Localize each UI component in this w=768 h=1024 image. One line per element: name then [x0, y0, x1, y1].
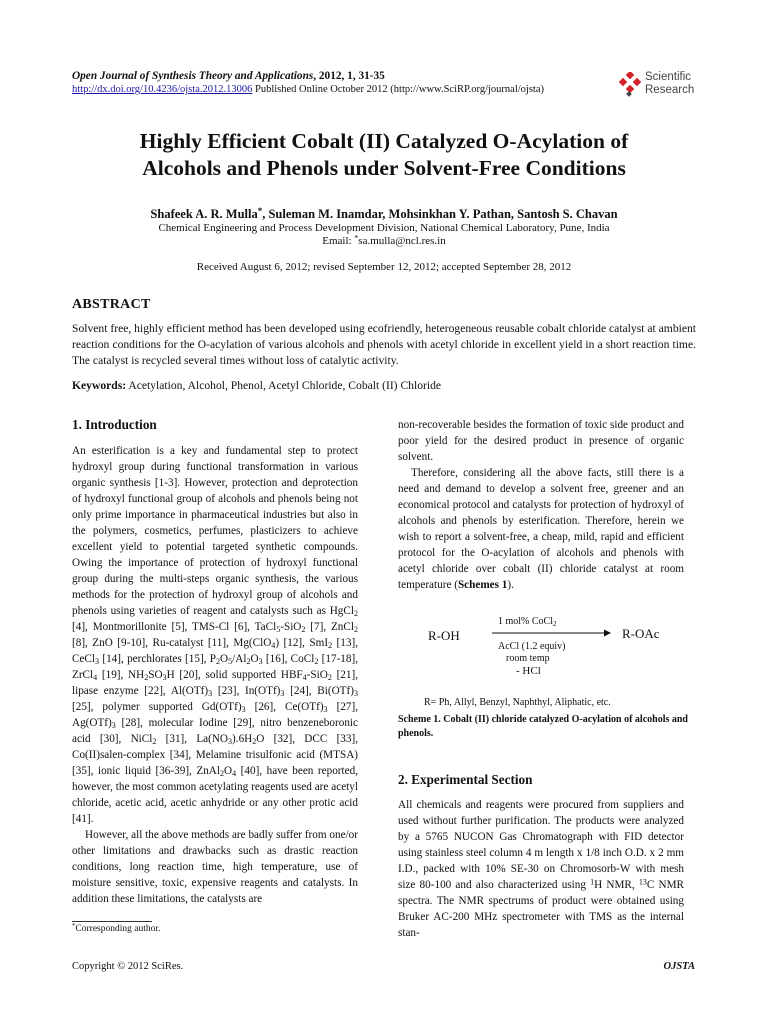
other-authors: , Suleman M. Inamdar, Mohsinkhan Y. Pathan, Santosh S. Chavan	[262, 207, 618, 221]
intro-paragraph-1: An esterification is a key and fundamental step to protect hydroxyl group during functional transformation in various organic synthesis [1-3]. However, protection and deprotection of hydroxyl functional group of alcohols and phenols being not only prime importance in pharmaceutical industries but also in the polymers, cosmetics, perfumes, plasticizers to achieve excellent yield to potential targeted synthetic compounds. Owing the importance of protection of hydroxyl functional group during the multi-steps organic synthesis, the various methods for the protection of hydroxyl group of alcohols and phenols using varieties of reagent and catalysts such as HgCl$_2$ [4], Montmorillonite [5], TMS-Cl [6], TaCl$_5$-SiO$_2$ [7], ZnCl$_2$ [8], ZnO [9-10], Ru-catalyst [11], Mg(ClO$_4$) [12], SmI$_2$ [13], CeCl$_3$ [14], perchlorates [15], $P_2O_5/Al_2O_3$ [16], CoCl$_2$ [17-18], ZrCl$_4$ [19], $NH_2SO_3H$ [20], solid supported $HBF_4-SiO_2$ [21], lipase enzyme [22], $Al(OTf)_3$ [23], $In(OTf)_3$ [24], $Bi(OTf)_3$ [25], polymer supported $Gd(OTf)_3$ [26], $Ce(OTf)_3$ [27], $Ag(OTf)_3$ [28], molecular Iodine [29], nitro benzeneboronic acid [30], NiCl$_2$ [31], $La(NO_3).6H_2O$ [32], DCC [33], Co(II)salen-complex [34], Melamine trisulfonic acid (MTSA) [35], ionic liquid [36-39], $ZnAl_2O_4$ [40], have been reported, however, the most common acetylating reagents used are acetyl chloride, acetic acid, acetic anhydride or any other protic acid [41].	[72, 445, 359, 825]
journal-abbreviation: OJSTA	[663, 961, 695, 972]
scheme-reference: Schemes 1	[457, 579, 508, 591]
right-paragraph-2-text: Therefore, considering all the above facts, still there is a need and demand to develop a solvent free, greener and an economical protocol and catalysts for protection of hydroxyl of alcohols and phenols by esterification. Therefore, herein we wish to report a solvent-free, a cheap, mild, rapid and efficient protocol for the O-acylation of alcohols and phenols with acetyl chloride over cobalt (II) chloride catalyst at room temperature (	[398, 467, 684, 591]
footnote-mark: *	[72, 922, 76, 930]
footnote-text: Corresponding author.	[75, 924, 161, 934]
published-info: Published Online October 2012 (http://www.SciRP.org/journal/ojsta)	[252, 84, 545, 95]
scheme-byproduct: - HCl	[516, 665, 541, 677]
doi-line	[72, 84, 544, 95]
footnote-divider	[72, 921, 152, 922]
scheme-caption: Scheme 1. Cobalt (II) chloride catalyzed O-acylation of alcohols and phenols.	[398, 714, 688, 739]
right-column	[398, 417, 684, 593]
scheme-reactant: R-OH	[428, 628, 460, 643]
scheme-catalyst-sub: 2	[553, 619, 557, 628]
experimental-paragraph: All chemicals and reagents were procured from suppliers and used without further purification. The products were analyzed by a 5765 NUCON Gas Chromatograph with FID detector using stainless steel column 4 m length x 1/8 inch O.D. x 2 mm I.D., packed with 10% SE-30 on Chromosorb-W with mesh size 80-100 and also characterized using $^1$H NMR, $^{13}$C NMR spectra. The NMR spectrums of product were obtained using Bruker AC-200 MHz spectrometer with TMS as the internal stan-	[398, 799, 685, 939]
keywords-text: Acetylation, Alcohol, Phenol, Acetyl Chloride, Cobalt (II) Chloride	[126, 379, 442, 392]
copyright: Copyright © 2012 SciRes.	[72, 961, 184, 972]
logo-word-scientific: Scientific	[645, 71, 692, 83]
scheme-catalyst-text: 1 mol% CoCl	[498, 616, 554, 627]
author-list	[72, 207, 696, 222]
experimental-heading: 2. Experimental Section	[398, 772, 533, 787]
intro-heading: 1. Introduction	[72, 417, 157, 432]
reaction-arrow-icon	[492, 628, 612, 638]
intro-column	[72, 443, 358, 907]
received-dates: Received August 6, 2012; revised September 12, 2012; accepted September 28, 2012	[196, 261, 572, 273]
email-line	[72, 235, 696, 248]
intro-paragraph-2: However, all the above methods are badly suffer from one/or other limitations and drawbacks such as drastic reaction conditions, long reaction time, high temperature, use of moisture sensitive, toxic, expensive reagents and catalysts. In addition these limitations, the catalysts are	[72, 829, 358, 905]
email-mark: *	[354, 233, 359, 243]
affiliation-block	[72, 222, 696, 248]
scheme-product: R-OAc	[622, 626, 660, 641]
scheme-catalyst	[498, 616, 557, 627]
title-line-1: Highly Efficient Cobalt (II) Catalyzed O-Acylation of	[139, 129, 629, 153]
scheme-condition: room temp	[506, 653, 550, 664]
journal-volume: , 2012, 1, 31-35	[313, 70, 385, 82]
doi-link[interactable]: http://dx.doi.org/10.4236/ojsta.2012.13006	[72, 84, 253, 95]
email-label: Email:	[322, 235, 355, 247]
footnote	[72, 924, 160, 934]
journal-citation	[72, 70, 385, 82]
corresponding-mark: *	[257, 205, 263, 216]
journal-name: Open Journal of Synthesis Theory and Applications	[72, 70, 314, 82]
scientific-research-logo	[618, 69, 708, 101]
email-address[interactable]: sa.mulla@ncl.res.in	[358, 235, 446, 247]
keywords-label: Keywords:	[72, 379, 127, 392]
title-line-2: Alcohols and Phenols under Solvent-Free Conditions	[142, 156, 626, 180]
paper-title	[72, 128, 696, 182]
scheme-r-groups: R= Ph, Allyl, Benzyl, Naphthyl, Aliphatic, etc.	[424, 697, 611, 708]
abstract-text: Solvent free, highly efficient method has been developed using ecofriendly, heterogeneous reusable cobalt chloride catalyst at ambient reaction conditions for the O-acylation of various alcohols and phenols with acetyl chloride in excellent yield in a short reaction time. The catalyst is recycled several times without loss of catalytic activity.	[72, 322, 696, 367]
right-paragraph-2-end: ).	[507, 579, 514, 591]
keywords-line	[72, 379, 696, 392]
right-paragraph-2	[398, 465, 684, 593]
right-paragraph-1: non-recoverable besides the formation of toxic side product and poor yield for the desired product in presence of organic solvent.	[398, 419, 684, 463]
scheme-reagent: AcCl (1.2 equiv)	[498, 641, 566, 652]
experimental-column	[398, 797, 684, 941]
first-author: Shafeek A. R. Mulla	[150, 207, 258, 221]
logo-mark-icon	[618, 72, 642, 98]
affiliation: Chemical Engineering and Process Development Division, National Chemical Laboratory, Pune, India	[158, 222, 610, 234]
abstract-heading: ABSTRACT	[72, 297, 151, 312]
logo-word-research: Research	[645, 84, 695, 96]
